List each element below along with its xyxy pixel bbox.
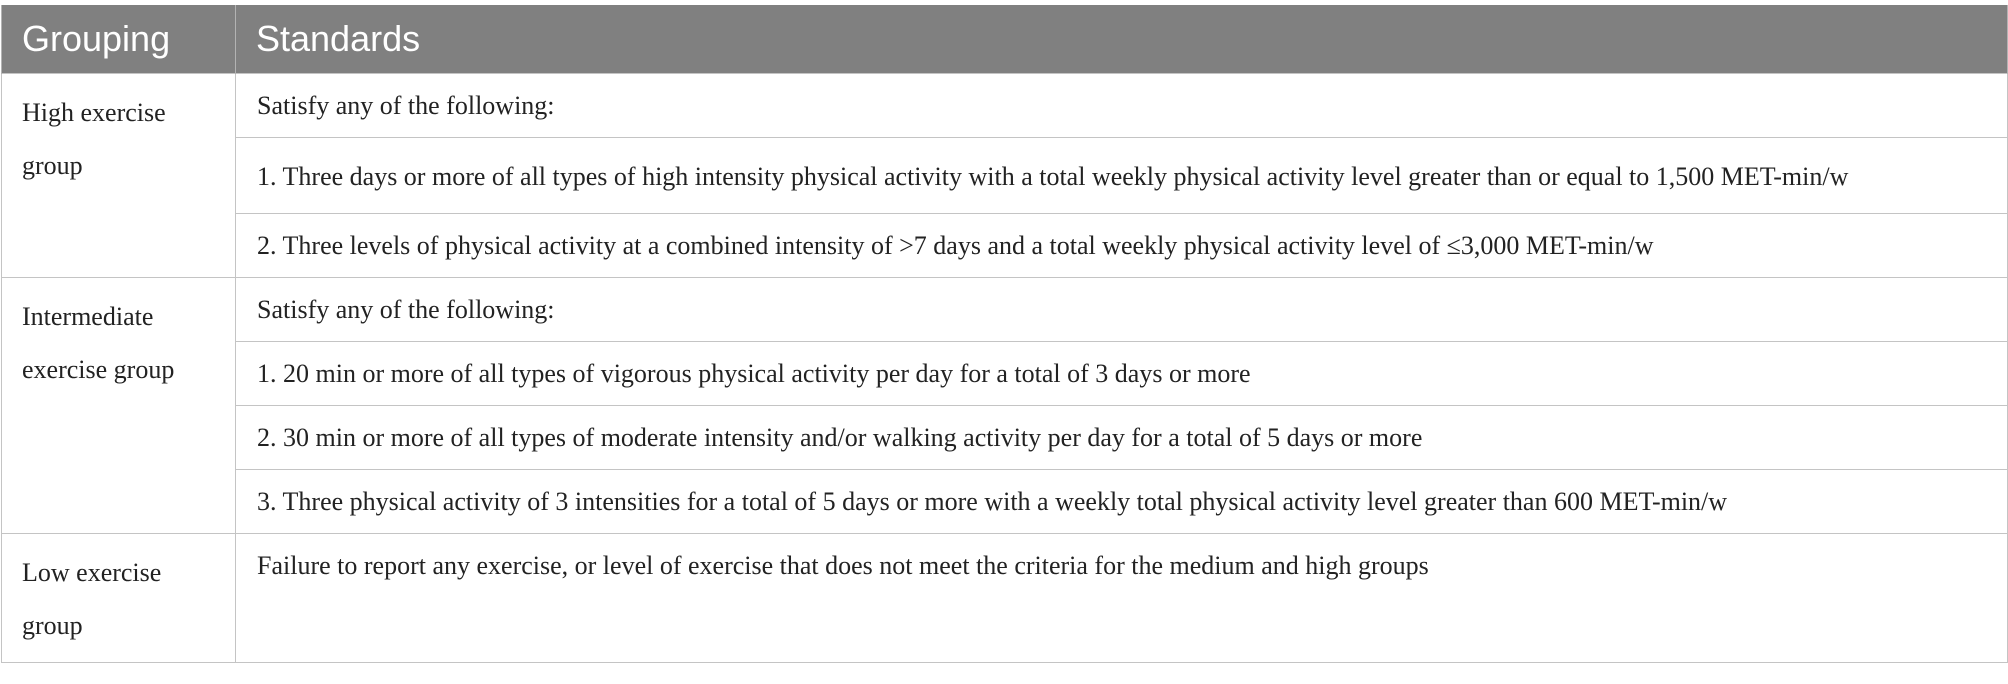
table-row xyxy=(2,278,2008,342)
header-standards: Standards xyxy=(236,5,2008,74)
table-body xyxy=(2,74,2008,663)
standard-cell: 1. Three days or more of all types of high intensity physical activity with a total weekly physical activity level greater than or equal to 1,500 MET-min/w xyxy=(236,138,2008,214)
standard-cell: 1. 20 min or more of all types of vigorous physical activity per day for a total of 3 days or more xyxy=(236,342,2008,406)
table-header xyxy=(2,5,2008,74)
table-row xyxy=(2,470,2008,534)
header-row xyxy=(2,5,2008,74)
standard-cell: 2. 30 min or more of all types of moderate intensity and/or walking activity per day for a total of 5 days or more xyxy=(236,406,2008,470)
standard-cell: 3. Three physical activity of 3 intensities for a total of 5 days or more with a weekly total physical activity level greater than 600 MET-min/w xyxy=(236,470,2008,534)
standard-cell: 2. Three levels of physical activity at a combined intensity of >7 days and a total weekly physical activity level of ≤3,000 MET-min/w xyxy=(236,214,2008,278)
table-row xyxy=(2,214,2008,278)
group-name-intermediate: Intermediate exercise group xyxy=(2,278,236,534)
header-grouping: Grouping xyxy=(2,5,236,74)
standard-cell: Failure to report any exercise, or level of exercise that does not meet the criteria for the medium and high groups xyxy=(236,534,2008,663)
group-name-low: Low exercise group xyxy=(2,534,236,663)
exercise-grouping-table xyxy=(1,5,2008,663)
table-row xyxy=(2,406,2008,470)
table-row xyxy=(2,74,2008,138)
table-row xyxy=(2,342,2008,406)
table-row xyxy=(2,534,2008,663)
standard-cell: Satisfy any of the following: xyxy=(236,278,2008,342)
group-name-high: High exercise group xyxy=(2,74,236,278)
standard-cell: Satisfy any of the following: xyxy=(236,74,2008,138)
table-row xyxy=(2,138,2008,214)
